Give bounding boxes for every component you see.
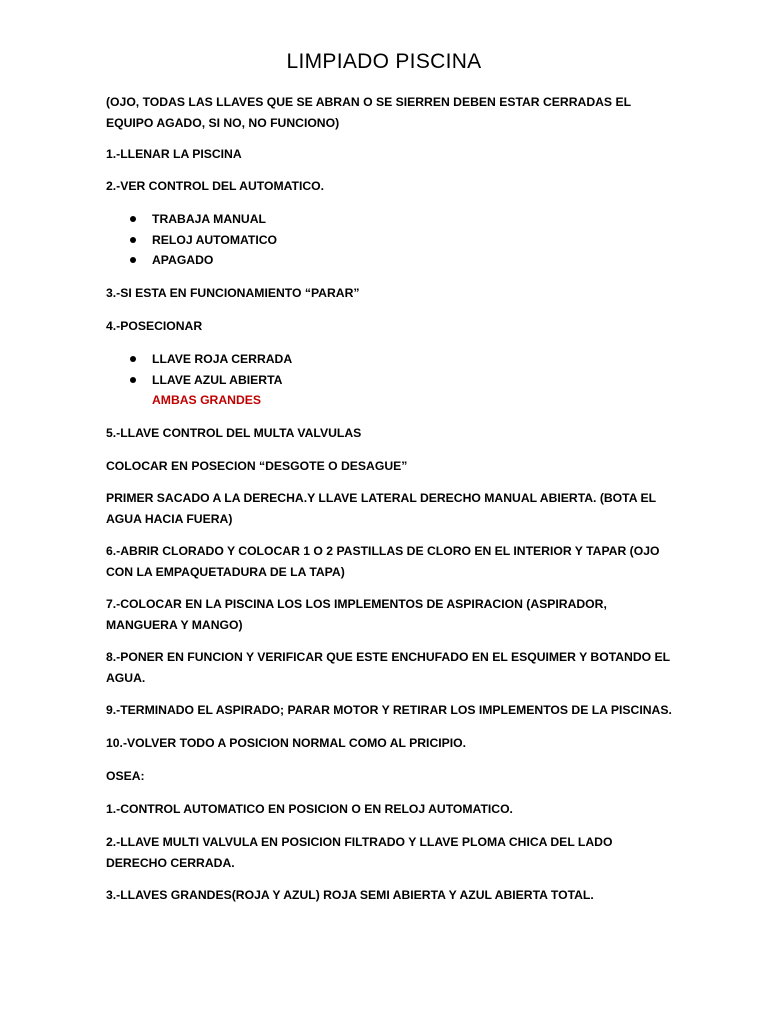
step-5-sub-2: PRIMER SACADO A LA DERECHA.Y LLAVE LATERAL DERECHO MANUAL ABIERTA. (BOTA EL AGUA HACIA FUERA) (106, 491, 656, 526)
step-2-bullet-1: TRABAJA MANUAL (152, 212, 266, 226)
bullet-icon (130, 377, 136, 383)
step-5-sub-1: COLOCAR EN POSECION “DESGOTE O DESAGUE” (106, 459, 408, 473)
step-4-bullet-1: LLAVE ROJA CERRADA (152, 352, 293, 366)
step-1: 1.-LLENAR LA PISCINA (106, 147, 242, 161)
bullet-icon (130, 356, 136, 362)
step-10: 10.-VOLVER TODO A POSICION NORMAL COMO AL PRICIPIO. (106, 736, 467, 750)
bullet-icon (130, 216, 136, 222)
step-7: 7.-COLOCAR EN LA PISCINA LOS LOS IMPLEMENTOS DE ASPIRACION (ASPIRADOR, MANGUERA Y MANGO) (106, 597, 607, 632)
warning-note: (OJO, TODAS LAS LLAVES QUE SE ABRAN O SE SIERREN DEBEN ESTAR CERRADAS EL EQUIPO AGADO, SI NO, NO FUNCIONO) (106, 95, 631, 130)
final-step-1: 1.-CONTROL AUTOMATICO EN POSICION O EN RELOJ AUTOMATICO. (106, 802, 513, 816)
step-2-bullet-2: RELOJ AUTOMATICO (152, 233, 278, 247)
step-5: 5.-LLAVE CONTROL DEL MULTA VALVULAS (106, 426, 362, 440)
step-9: 9.-TERMINADO EL ASPIRADO; PARAR MOTOR Y RETIRAR LOS IMPLEMENTOS DE LA PISCINAS. (106, 703, 672, 717)
final-step-2: 2.-LLAVE MULTI VALVULA EN POSICION FILTRADO Y LLAVE PLOMA CHICA DEL LADO DERECHO CERRADA. (106, 835, 613, 870)
osea-label: OSEA: (106, 769, 145, 783)
step-8: 8.-PONER EN FUNCION Y VERIFICAR QUE ESTE ENCHUFADO EN EL ESQUIMER Y BOTANDO EL AGUA. (106, 650, 670, 685)
step-3: 3.-SI ESTA EN FUNCIONAMIENTO “PARAR” (106, 286, 360, 300)
step-2-bullet-3: APAGADO (152, 253, 214, 267)
step-4-bullet-2: LLAVE AZUL ABIERTA (152, 373, 283, 387)
step-2: 2.-VER CONTROL DEL AUTOMATICO. (106, 179, 325, 193)
final-step-3: 3.-LLAVES GRANDES(ROJA Y AZUL) ROJA SEMI ABIERTA Y AZUL ABIERTA TOTAL. (106, 888, 594, 902)
step-4: 4.-POSECIONAR (106, 319, 203, 333)
page-title: LIMPIADO PISCINA (286, 50, 482, 73)
bullet-icon (130, 237, 136, 243)
step-4-note: AMBAS GRANDES (152, 393, 262, 407)
step-6: 6.-ABRIR CLORADO Y COLOCAR 1 O 2 PASTILLAS DE CLORO EN EL INTERIOR Y TAPAR (OJO CON LA EMPAQUETADURA DE LA TAPA) (106, 544, 660, 579)
bullet-icon (130, 257, 136, 263)
